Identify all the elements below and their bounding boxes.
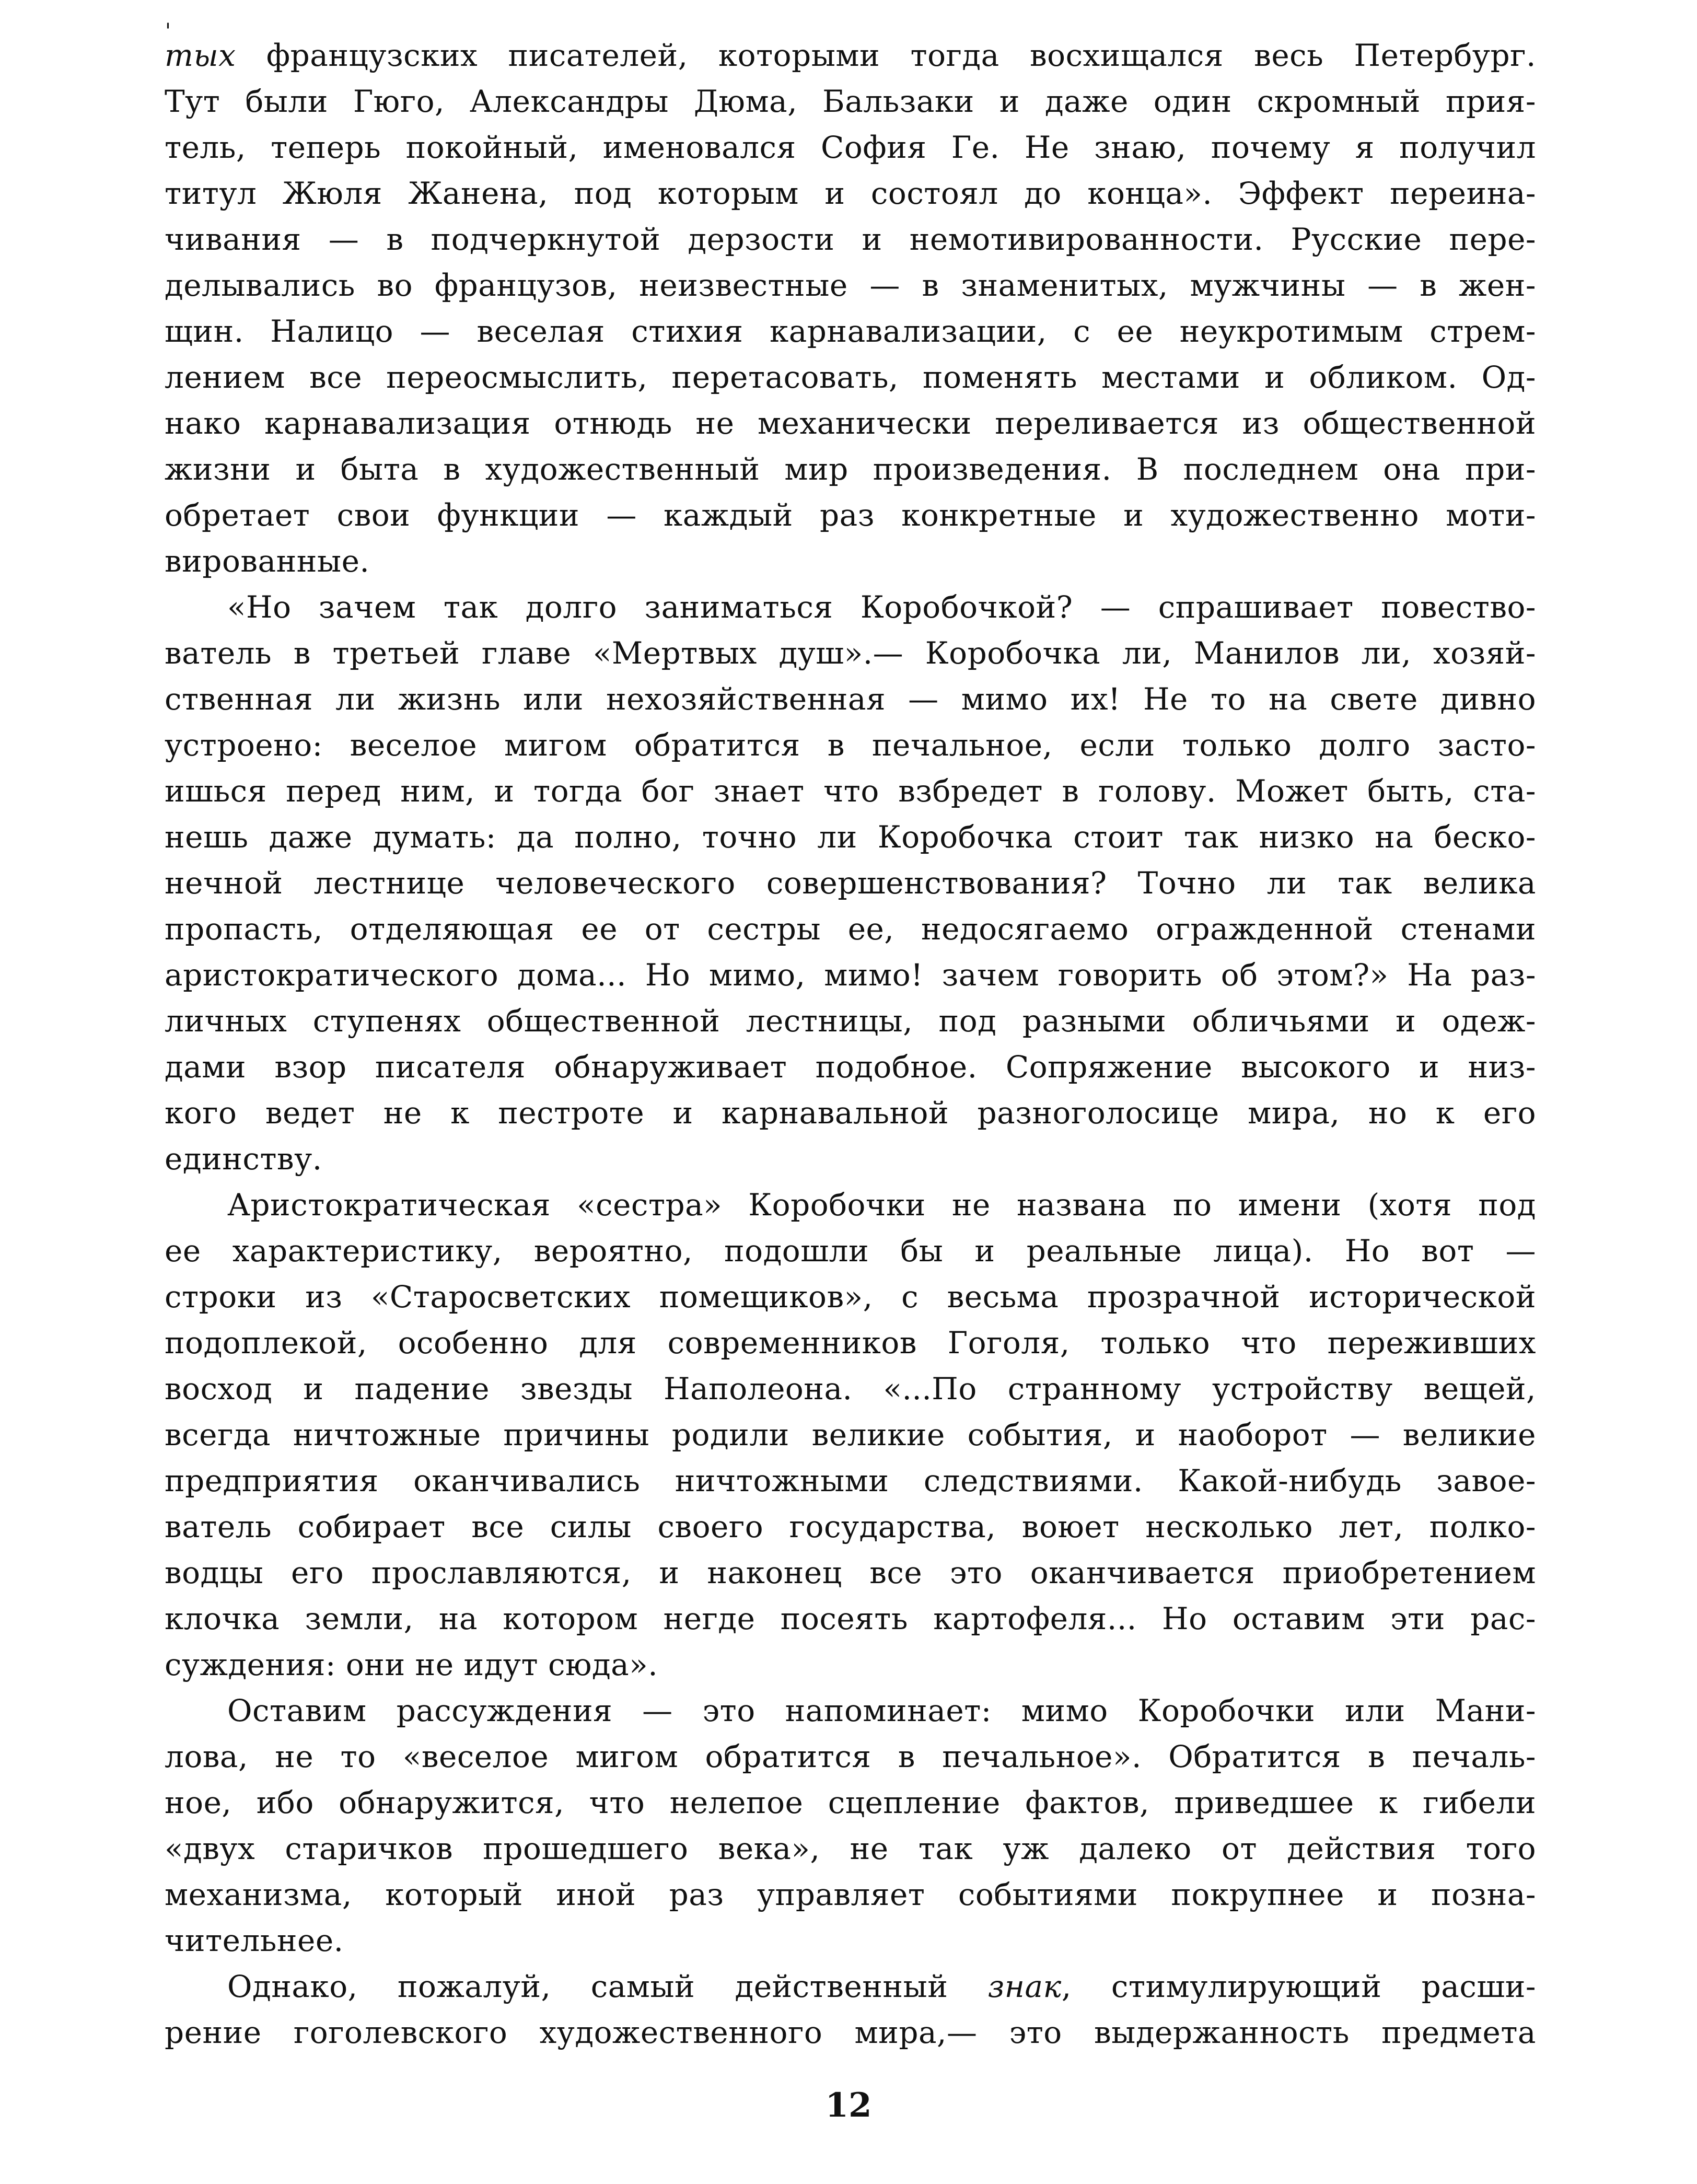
text-segment: жизни и быта в художественный мир произведения. В последнем она при- [165,451,1536,487]
text-line [165,1320,1536,1366]
text-line [165,538,1536,584]
text-segment: делывались во французов, неизвестные — в знаменитых, мужчины — в жен- [165,268,1536,303]
text-line [165,768,1536,814]
text-line [165,124,1536,170]
text-segment: , стимулирующий расши- [1061,1969,1537,2004]
text-segment: клочка земли, на котором негде посеять картофеля... Но оставим эти рас- [165,1601,1536,1636]
text-line [165,1734,1536,1780]
text-line [165,998,1536,1044]
text-line [165,906,1536,952]
text-segment: ишься перед ним, и тогда бог знает что взбредет в голову. Может быть, ста- [165,773,1536,809]
text-line [165,262,1536,308]
text-segment: единству. [165,1141,322,1177]
text-segment: ственная ли жизнь или нехозяйственная — мимо их! Не то на свете дивно [165,681,1536,717]
margin-mark: ' [165,19,171,43]
text-line [165,722,1536,768]
text-segment: механизма, который иной раз управляет событиями покрупнее и позна- [165,1877,1536,1912]
text-segment: чивания — в подчеркнутой дерзости и немотивированности. Русские пере- [165,222,1536,257]
text-line [165,676,1536,722]
text-line [165,308,1536,354]
text-line [165,1780,1536,1826]
text-line [165,1642,1536,1688]
text-line [165,1136,1536,1182]
text-segment: Однако, пожалуй, самый действенный [227,1969,988,2004]
text-segment: Аристократическая «сестра» Коробочки не названа по имени (хотя под [227,1187,1536,1223]
text-line [165,1872,1536,1918]
text-segment: чительнее. [165,1923,344,1958]
text-segment: ватель в третьей главе «Мертвых душ».— Коробочка ли, Манилов ли, хозяй- [165,635,1536,671]
text-line [165,1182,1536,1228]
text-line [165,492,1536,538]
text-segment: обретает свои функции — каждый раз конкретные и художественно моти- [165,497,1536,533]
text-line [165,170,1536,216]
text-line [165,860,1536,906]
text-segment: «двух старичков прошедшего века», не так уж далеко от действия того [165,1831,1536,1866]
text-line [165,1044,1536,1090]
text-segment: нечной лестнице человеческого совершенствования? Точно ли так велика [165,865,1536,901]
text-segment: нешь даже думать: да полно, точно ли Коробочка стоит так низко на беско- [165,819,1536,855]
italic-text: тых [165,38,236,73]
text-line [165,1366,1536,1412]
text-segment: Оставим рассуждения — это напоминает: мимо Коробочки или Мани- [227,1693,1536,1728]
text-line [165,1458,1536,1504]
text-segment: щин. Налицо — веселая стихия карнавализации, с ее неукротимым стрем- [165,313,1536,349]
text-segment: личных ступенях общественной лестницы, под разными обличьями и одеж- [165,1003,1536,1039]
text-segment: ное, ибо обнаружится, что нелепое сцепление фактов, приведшее к гибели [165,1785,1536,1820]
text-line [165,1412,1536,1458]
text-segment: восход и падение звезды Наполеона. «...По странному устройству вещей, [165,1371,1536,1407]
text-segment: дами взор писателя обнаруживает подобное. Сопряжение высокого и низ- [165,1049,1536,1085]
text-line [165,400,1536,446]
text-segment: аристократического дома... Но мимо, мимо! зачем говорить об этом?» На раз- [165,957,1536,993]
text-segment: водцы его прославляются, и наконец все это оканчивается приобретением [165,1555,1536,1590]
text-segment: лением все переосмыслить, перетасовать, поменять местами и обликом. Од- [165,359,1536,395]
text-segment: «Но зачем так долго заниматься Коробочкой? — спрашивает повество- [227,589,1536,625]
text-segment: подоплекой, особенно для современников Гоголя, только что переживших [165,1325,1536,1361]
text-segment: предприятия оканчивались ничтожными следствиями. Какой-нибудь завое- [165,1463,1536,1498]
text-segment: французских писателей, которыми тогда восхищался весь Петербург. [236,38,1536,73]
text-line [165,1688,1536,1734]
text-segment: лова, не то «веселое мигом обратится в печальное». Обратится в печаль- [165,1739,1536,1774]
page-number: 12 [825,2086,872,2125]
text-segment: всегда ничтожные причины родили великие события, и наоборот — великие [165,1417,1536,1453]
text-line [165,1504,1536,1550]
text-segment: пропасть, отделяющая ее от сестры ее, недосягаемо огражденной стенами [165,911,1536,947]
text-segment: устроено: веселое мигом обратится в печальное, если только долго засто- [165,727,1536,763]
text-segment: строки из «Старосветских помещиков», с весьма прозрачной исторической [165,1279,1536,1315]
text-line [165,1090,1536,1136]
text-segment: кого ведет не к пестроте и карнавальной разноголосице мира, но к его [165,1095,1536,1131]
text-line [165,1228,1536,1274]
text-line [165,630,1536,676]
document-body [165,32,1536,2055]
text-line [165,1826,1536,1872]
text-line [165,216,1536,262]
text-line [165,584,1536,630]
text-segment: титул Жюля Жанена, под которым и состоял до конца». Эффект переина- [165,176,1536,211]
text-line [165,2009,1536,2055]
text-segment: рение гоголевского художественного мира,— это выдержанность предмета [165,2015,1536,2050]
text-segment: ее характеристику, вероятно, подошли бы и реальные лица). Но вот — [165,1233,1536,1269]
text-line [165,1550,1536,1596]
text-line [165,32,1536,78]
text-segment: суждения: они не идут сюда». [165,1647,658,1682]
text-line [165,814,1536,860]
text-line [165,354,1536,400]
text-line [165,1918,1536,1964]
text-segment: ватель собирает все силы своего государства, воюет несколько лет, полко- [165,1509,1536,1544]
italic-text: знак [987,1969,1062,2004]
text-segment: Тут были Гюго, Александры Дюма, Бальзаки и даже один скромный прия- [165,84,1536,119]
text-line [165,952,1536,998]
text-segment: вированные. [165,543,370,579]
text-line [165,1274,1536,1320]
text-segment: тель, теперь покойный, именовался София Ге. Не знаю, почему я получил [165,130,1536,165]
text-line [165,78,1536,124]
text-line [165,1596,1536,1642]
text-line [165,1964,1536,2009]
text-line [165,446,1536,492]
text-segment: нако карнавализация отнюдь не механически переливается из общественной [165,405,1536,441]
